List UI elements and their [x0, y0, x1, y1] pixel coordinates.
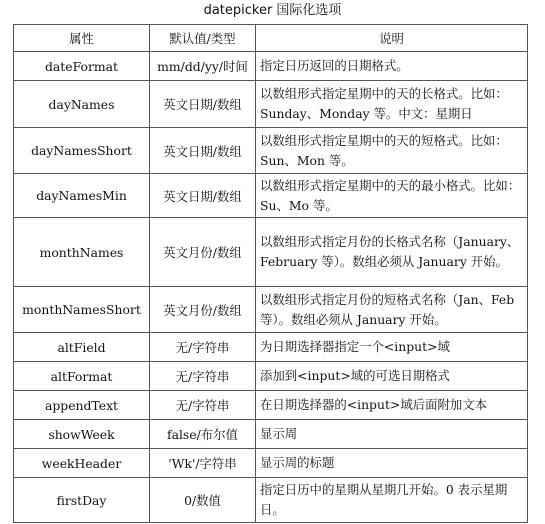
cell-default: 0/数值: [150, 478, 256, 523]
cell-description: 指定日历中的星期从星期几开始。0 表示星期日。: [256, 478, 528, 523]
cell-property: altFormat: [14, 362, 150, 391]
cell-default: 英文月份/数组: [150, 287, 256, 333]
table-row: [14, 391, 528, 420]
cell-property: showWeek: [14, 420, 150, 449]
cell-property: monthNames: [14, 218, 150, 287]
table-row: [14, 478, 528, 523]
header-default-type: 默认值/类型: [150, 25, 256, 52]
cell-description: 以数组形式指定月份的长格式名称（January、February 等）。数组必须从 January 开始。: [256, 218, 528, 287]
cell-property: dayNamesMin: [14, 174, 150, 218]
table-row: [14, 420, 528, 449]
cell-description: 显示周的标题: [256, 449, 528, 478]
cell-default: 英文日期/数组: [150, 81, 256, 128]
table-row: [14, 128, 528, 174]
cell-description: 在日期选择器的<input>域后面附加文本: [256, 391, 528, 420]
cell-default: 英文月份/数组: [150, 218, 256, 287]
table-header-row: [14, 25, 528, 52]
table-row: [14, 52, 528, 81]
cell-property: monthNamesShort: [14, 287, 150, 333]
cell-default: 英文日期/数组: [150, 174, 256, 218]
cell-property: appendText: [14, 391, 150, 420]
header-description: 说明: [256, 25, 528, 52]
table-row: [14, 362, 528, 391]
cell-default: 无/字符串: [150, 391, 256, 420]
cell-default: mm/dd/yy/时间: [150, 52, 256, 81]
cell-description: 添加到<input>域的可选日期格式: [256, 362, 528, 391]
cell-property: weekHeader: [14, 449, 150, 478]
table-caption: datepicker 国际化选项: [203, 3, 342, 18]
table-row: [14, 287, 528, 333]
cell-default: 无/字符串: [150, 333, 256, 362]
table-row: [14, 333, 528, 362]
header-property: 属性: [14, 25, 150, 52]
cell-description: 以数组形式指定星期中的天的长格式。比如：Sunday、Monday 等。中文：星期日: [256, 81, 528, 128]
table-row: [14, 449, 528, 478]
cell-property: dayNames: [14, 81, 150, 128]
cell-property: dayNamesShort: [14, 128, 150, 174]
cell-property: dateFormat: [14, 52, 150, 81]
table-row: [14, 218, 528, 287]
cell-default: 无/字符串: [150, 362, 256, 391]
cell-description: 为日期选择器指定一个<input>域: [256, 333, 528, 362]
cell-description: 以数组形式指定星期中的天的最小格式。比如：Su、Mo 等。: [256, 174, 528, 218]
cell-default: false/布尔值: [150, 420, 256, 449]
table-row: [14, 81, 528, 128]
cell-default: 英文日期/数组: [150, 128, 256, 174]
cell-description: 以数组形式指定星期中的天的短格式。比如：Sun、Mon 等。: [256, 128, 528, 174]
cell-description: 以数组形式指定月份的短格式名称（Jan、Feb 等）。数组必须从 January 开始。: [256, 287, 528, 333]
cell-description: 显示周: [256, 420, 528, 449]
cell-property: altField: [14, 333, 150, 362]
table-row: [14, 174, 528, 218]
options-table: [13, 24, 528, 523]
cell-default: 'Wk'/字符串: [150, 449, 256, 478]
cell-property: firstDay: [14, 478, 150, 523]
cell-description: 指定日历返回的日期格式。: [256, 52, 528, 81]
